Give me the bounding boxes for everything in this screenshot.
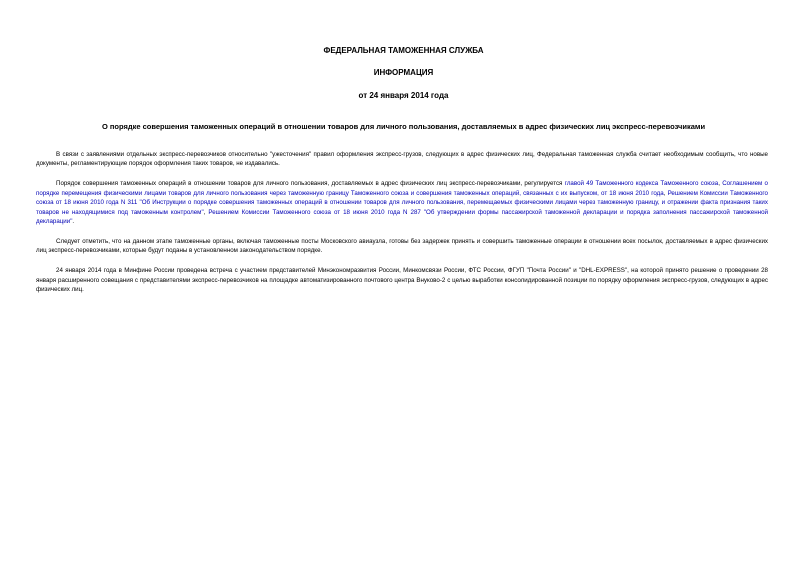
agency-name: ФЕДЕРАЛЬНАЯ ТАМОЖЕННАЯ СЛУЖБА [323, 46, 484, 55]
paragraph-2-text: , [203, 208, 209, 216]
link-decision-287[interactable]: Решением Комиссии Таможенного союза от 18 июня 2010 года N 287 "Об утверждении формы пассажирской таможенной декларации и порядка заполнения пассажирской таможенной декларации" [36, 208, 768, 225]
document-type: ИНФОРМАЦИЯ [373, 68, 434, 77]
document-date: от 24 января 2014 года [358, 91, 449, 100]
paragraph-2 [36, 179, 768, 226]
link-customs-code-chapter-49[interactable]: главой 49 Таможенного кодекса Таможенного союза [564, 180, 719, 188]
link-decision-311[interactable]: Решением Комиссии Таможенного союза от 18 июня 2010 года N 311 "Об Инструкции о порядке совершения таможенных операций в отношении товаров для личного пользования, перемещаемых физическими лицами через таможенную границу, и отражении факта признания таких товаров не находящимися под таможенным контролем" [36, 189, 768, 216]
paragraph-3: Следует отметить, что на данном этапе таможенные органы, включая таможенные посты Московского авиаузла, готовы без задержек принять и совершить таможенные операции в отношении всех посылок, доставляемых в адрес физических лиц экспресс-перевозчиками, которые будут поданы в установленном законодательством порядке. [36, 237, 768, 255]
document-title: О порядке совершения таможенных операций в отношении товаров для личного пользования, доставляемых в адрес физических лиц экспресс-перевозчиками [101, 122, 706, 131]
document-body [36, 150, 768, 305]
paragraph-4: 24 января 2014 года в Минфине России проведена встреча с участием представителей Минэкономразвития России, Минкомсвязи России, ФТС России, ФГУП "Почта России" и "DHL-EXPRESS", на которой принято решение о проведении 28 января расширенного совещания с представителями экспресс-перевозчиков на площадке автоматизированного почтового центра Внуково-2 с целью выработки консолидированной позиции по порядку оформления экспресс-грузов, следующих в адрес физических лиц. [36, 267, 768, 293]
paragraph-2-text: , [663, 189, 668, 197]
paragraph-2-text: , [718, 180, 723, 188]
link-agreement-18-june-2010[interactable]: Соглашением о порядке перемещения физическими лицами товаров для личного пользования через таможенную границу Таможенного союза и совершения таможенных операций, связанных с их выпуском, от 18 июня 2010 года [36, 180, 768, 197]
paragraph-1: В связи с заявлениями отдельных экспресс-перевозчиков относительно "ужесточения" правил оформления экспресс-грузов, следующих в адрес физических лиц, Федеральная таможенная служба считает необходимым сообщить, что новые документы, регламентирующие порядок оформления таких товаров, не издавались. [36, 151, 768, 168]
paragraph-2-text: Порядок совершения таможенных операций в отношении товаров для личного пользования, доставляемых в адрес физических лиц экспресс-перевозчиками, регулируется [56, 180, 565, 188]
paragraph-2-text: . [72, 217, 75, 225]
